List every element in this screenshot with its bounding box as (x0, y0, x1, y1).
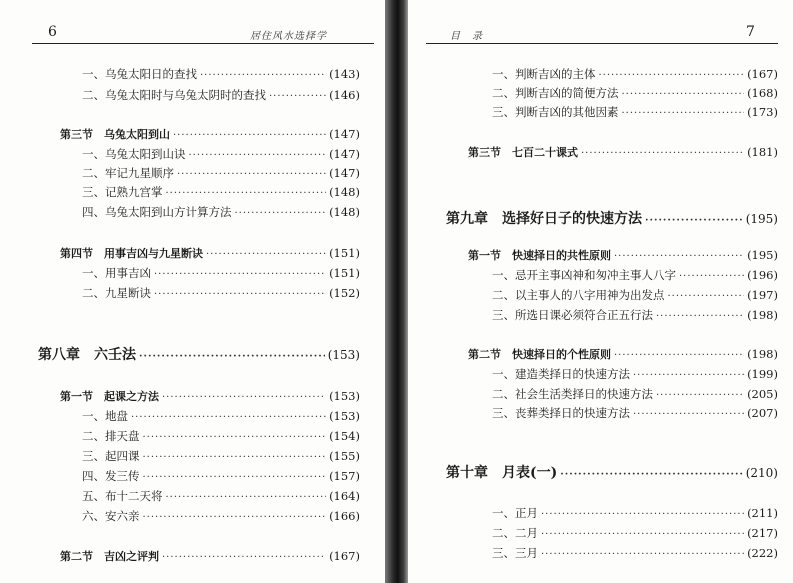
toc-entry[interactable]: 三、丧葬类择日的快速方法 ····· (207) (492, 405, 778, 421)
leader-dots (614, 350, 744, 361)
leader-dots (166, 492, 327, 503)
toc-entry[interactable]: 二、排天盘 ····· (154) (82, 428, 360, 444)
leader-dots (143, 452, 327, 463)
toc-entry[interactable]: 一、忌开主事凶神和匆冲主事人八字 ····· (196) (492, 267, 778, 283)
leader-dots (166, 188, 327, 199)
leader-dots (633, 370, 744, 381)
leader-dots (177, 169, 326, 180)
leader-dots (614, 251, 744, 262)
toc-chapter[interactable]: 第十章 月表(一) ····· (210) (446, 462, 778, 482)
left-running-title: 居住风水选择学 (250, 31, 327, 42)
leader-dots (206, 249, 326, 260)
toc-section[interactable]: 第三节 七百二十课式 ····· (181) (468, 144, 778, 160)
toc-section[interactable]: 第二节 快速择日的个性原则 ····· (198) (468, 346, 778, 362)
left-header-rule (32, 43, 374, 44)
toc-section[interactable]: 第二节 吉凶之评判 ····· (167) (60, 548, 360, 564)
leader-dots (143, 472, 327, 483)
toc-entry[interactable]: 二、二月 ····· (217) (492, 525, 778, 541)
leader-dots (599, 70, 745, 81)
toc-entry[interactable]: 三、所选日课必须符合正五行法 ····· (198) (492, 307, 778, 323)
toc-entry[interactable]: 一、乌兔太阳日的查找 ····· (143) (82, 66, 360, 82)
leader-dots (143, 432, 327, 443)
toc-entry[interactable]: 一、判断吉凶的主体 ····· (167) (492, 66, 778, 82)
left-page (0, 0, 385, 583)
leader-dots (622, 108, 745, 119)
leader-dots (143, 512, 327, 523)
leader-dots (541, 509, 744, 520)
toc-entry[interactable]: 三、记熟九宫掌 ····· (148) (82, 184, 360, 200)
leader-dots (189, 150, 327, 161)
leader-dots (560, 469, 742, 480)
toc-section[interactable]: 第三节 乌兔太阳到山 ····· (147) (60, 126, 360, 142)
right-page-number: 7 (746, 24, 755, 40)
leader-dots (139, 351, 325, 362)
toc-entry[interactable]: 一、地盘 ····· (153) (82, 408, 360, 424)
leader-dots (622, 89, 745, 100)
leader-dots (154, 269, 326, 280)
toc-entry[interactable]: 二、判断吉凶的简便方法 ····· (168) (492, 85, 778, 101)
toc-entry[interactable]: 二、以主事人的八字用神为出发点 ····· (197) (492, 287, 778, 303)
toc-entry[interactable]: 二、社会生活类择日的快速方法 ····· (205) (492, 386, 778, 402)
toc-entry[interactable]: 五、布十二天将 ····· (164) (82, 488, 360, 504)
leader-dots (131, 412, 326, 423)
leader-dots (541, 549, 744, 560)
toc-entry[interactable]: 一、正月 ····· (211) (492, 505, 778, 521)
right-page (408, 0, 793, 583)
toc-section[interactable]: 第一节 快速择日的共性原则 ····· (195) (468, 247, 778, 263)
right-header-rule (426, 43, 778, 44)
toc-chapter[interactable]: 第九章 选择好日子的快速方法 ····· (195) (446, 208, 778, 228)
toc-section[interactable]: 第四节 用事吉凶与九星断诀 ····· (151) (60, 245, 360, 261)
leader-dots (162, 552, 326, 563)
leader-dots (200, 70, 326, 81)
leader-dots (581, 148, 744, 159)
toc-chapter[interactable]: 第八章 六壬法 ····· (153) (38, 344, 360, 364)
toc-entry[interactable]: 二、乌兔太阳时与乌兔太阴时的查找 ····· (146) (82, 87, 360, 103)
leader-dots (633, 409, 744, 420)
toc-entry[interactable]: 二、牢记九星顺序 ····· (147) (82, 165, 360, 181)
book-gutter (385, 0, 408, 583)
leader-dots (679, 271, 744, 282)
toc-entry[interactable]: 三、三月 ····· (222) (492, 545, 778, 561)
toc-entry[interactable]: 一、乌兔太阳到山诀 ····· (147) (82, 146, 360, 162)
leader-dots (269, 91, 326, 102)
toc-section[interactable]: 第一节 起课之方法 ····· (153) (60, 388, 360, 404)
toc-entry[interactable]: 一、建造类择日的快速方法 ····· (199) (492, 366, 778, 382)
leader-dots (541, 529, 744, 540)
leader-dots (656, 311, 744, 322)
toc-entry[interactable]: 二、九星断诀 ····· (152) (82, 285, 360, 301)
leader-dots (645, 215, 743, 226)
left-page-number: 6 (48, 24, 57, 40)
toc-entry[interactable]: 四、乌兔太阳到山方计算方法 ····· (148) (82, 204, 360, 220)
leader-dots (162, 392, 326, 403)
toc-entry[interactable]: 四、发三传 ····· (157) (82, 468, 360, 484)
leader-dots (173, 130, 326, 141)
leader-dots (154, 289, 326, 300)
toc-entry[interactable]: 六、安六亲 ····· (166) (82, 508, 360, 524)
toc-entry[interactable]: 三、判断吉凶的其他因素 ····· (173) (492, 104, 778, 120)
toc-entry[interactable]: 三、起四课 ····· (155) (82, 448, 360, 464)
leader-dots (668, 291, 745, 302)
leader-dots (235, 208, 327, 219)
leader-dots (656, 390, 744, 401)
toc-entry[interactable]: 一、用事吉凶 ····· (151) (82, 265, 360, 281)
right-running-title: 目 录 (450, 31, 483, 42)
